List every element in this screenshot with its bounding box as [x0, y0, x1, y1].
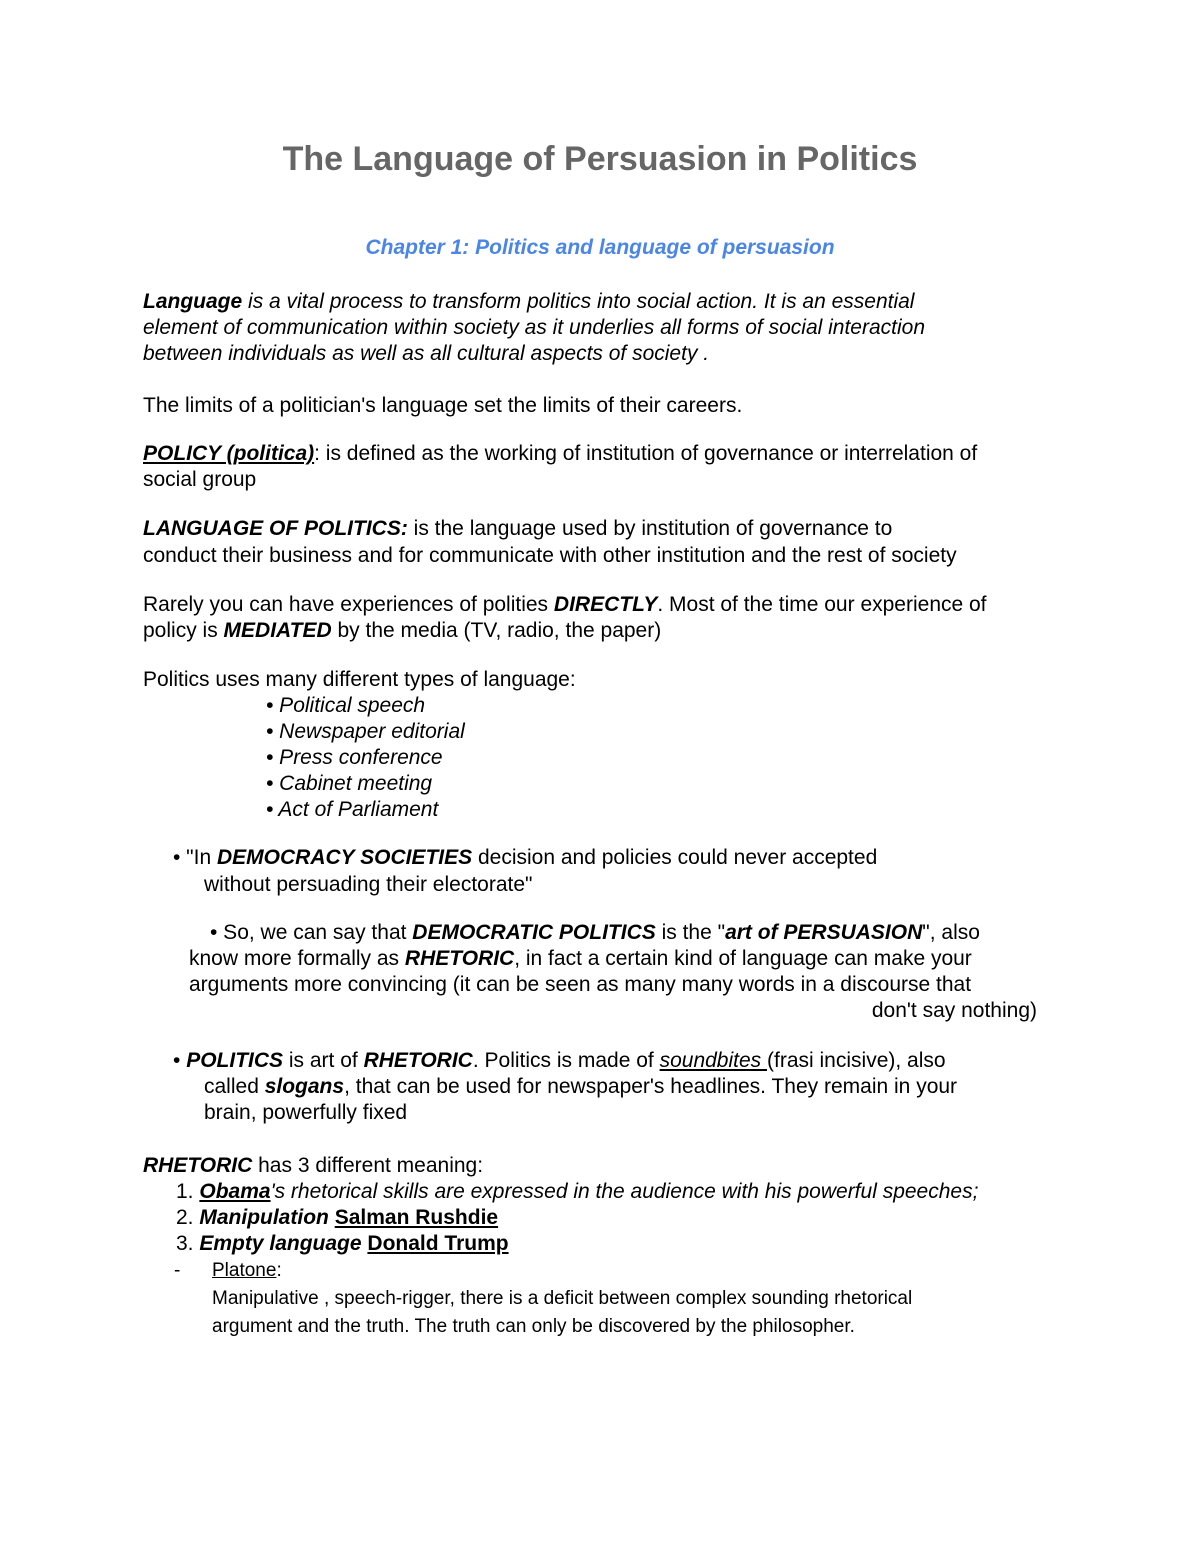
rarely-line-1: Rarely you can have experiences of polities DIRECTLY. Most of the time our experience of — [143, 593, 987, 616]
politics-term: POLITICS — [186, 1049, 284, 1072]
rhetoric-term: RHETORIC — [404, 947, 515, 970]
so-line-4: don't say nothing) — [871, 999, 1037, 1022]
democracy-term: DEMOCRACY SOCIETIES — [217, 846, 473, 869]
limits-sentence: The limits of a politician's language set the limits of their careers. — [143, 394, 743, 417]
list-item: 2. Manipulation Salman Rushdie — [176, 1206, 499, 1229]
mediated-term: MEDIATED — [223, 619, 332, 642]
democratic-politics-term: DEMOCRATIC POLITICS — [412, 921, 656, 944]
politics-line-1: • POLITICS is art of RHETORIC. Politics is made of soundbites (frasi incisive), also — [173, 1049, 946, 1072]
so-line-1: • So, we can say that DEMOCRATIC POLITICS is the "art of PERSUASION", also — [210, 921, 980, 944]
rhetoric-term: RHETORIC — [363, 1049, 473, 1072]
rhetoric-meanings-intro: RHETORIC has 3 different meaning: — [143, 1154, 484, 1177]
soundbites-term: soundbites — [659, 1049, 768, 1072]
empty-language-term: Empty language — [199, 1232, 362, 1255]
democracy-line-2: without persuading their electorate" — [204, 873, 533, 896]
rhetoric-term: RHETORIC — [143, 1154, 253, 1177]
language-line-3: between individuals as well as all cultural aspects of society . — [143, 342, 710, 365]
so-line-2: know more formally as RHETORIC, in fact a certain kind of language can make your — [189, 947, 972, 970]
chapter-heading: Chapter 1: Politics and language of persuasion — [365, 236, 835, 259]
list-item: • Newspaper editorial — [266, 720, 465, 743]
policy-line-2: social group — [143, 468, 257, 491]
rarely-line-2: policy is MEDIATED by the media (TV, radio, the paper) — [143, 619, 662, 642]
obama-term: Obama — [199, 1180, 271, 1203]
platone-term: Platone — [212, 1260, 277, 1281]
dash-bullet: - — [174, 1260, 181, 1281]
list-item: • Act of Parliament — [266, 798, 439, 821]
document-title: The Language of Persuasion in Politics — [282, 140, 918, 178]
language-line-1: Language is a vital process to transform politics into social action. It is an essential — [143, 290, 915, 313]
lang-politics-line-1: LANGUAGE OF POLITICS: is the language used by institution of governance to — [143, 517, 893, 540]
democracy-line-1: • "In DEMOCRACY SOCIETIES decision and policies could never accepted — [173, 846, 878, 869]
list-item: • Cabinet meeting — [266, 772, 433, 795]
language-term: Language — [143, 290, 243, 313]
salman-rushdie-name: Salman Rushdie — [334, 1206, 499, 1229]
politics-line-2: called slogans, that can be used for newspaper's headlines. They remain in your — [204, 1075, 958, 1098]
so-line-3: arguments more convincing (it can be seen as many many words in a discourse that — [189, 973, 972, 996]
platone-line: Platone: — [212, 1260, 282, 1281]
politics-line-3: brain, powerfully fixed — [204, 1101, 408, 1124]
lang-politics-term: LANGUAGE OF POLITICS: — [143, 517, 408, 540]
types-intro: Politics uses many different types of language: — [143, 668, 576, 691]
lang-politics-line-2: conduct their business and for communicate with other institution and the rest of society — [143, 544, 957, 567]
list-item: • Political speech — [266, 694, 426, 717]
platone-line-2: argument and the truth. The truth can only be discovered by the philosopher. — [212, 1316, 855, 1337]
directly-term: DIRECTLY — [553, 593, 658, 616]
list-item: 1. Obama's rhetorical skills are expressed in the audience with his powerful speeches; — [176, 1180, 979, 1203]
list-item: • Press conference — [266, 746, 443, 769]
policy-term: POLICY (politica) — [143, 442, 315, 465]
art-of-persuasion-term: art of PERSUASION — [725, 921, 923, 944]
donald-trump-name: Donald Trump — [367, 1232, 509, 1255]
policy-line-1: POLICY (politica): is defined as the working of institution of governance or interrelation of — [143, 442, 978, 465]
platone-line-1: Manipulative , speech-rigger, there is a deficit between complex sounding rhetorical — [212, 1288, 913, 1309]
manipulation-term: Manipulation — [199, 1206, 329, 1229]
slogans-term: slogans — [264, 1075, 345, 1098]
list-item: 3. Empty language Donald Trump — [176, 1232, 509, 1255]
language-line-2: element of communication within society as it underlies all forms of social interaction — [143, 316, 926, 339]
